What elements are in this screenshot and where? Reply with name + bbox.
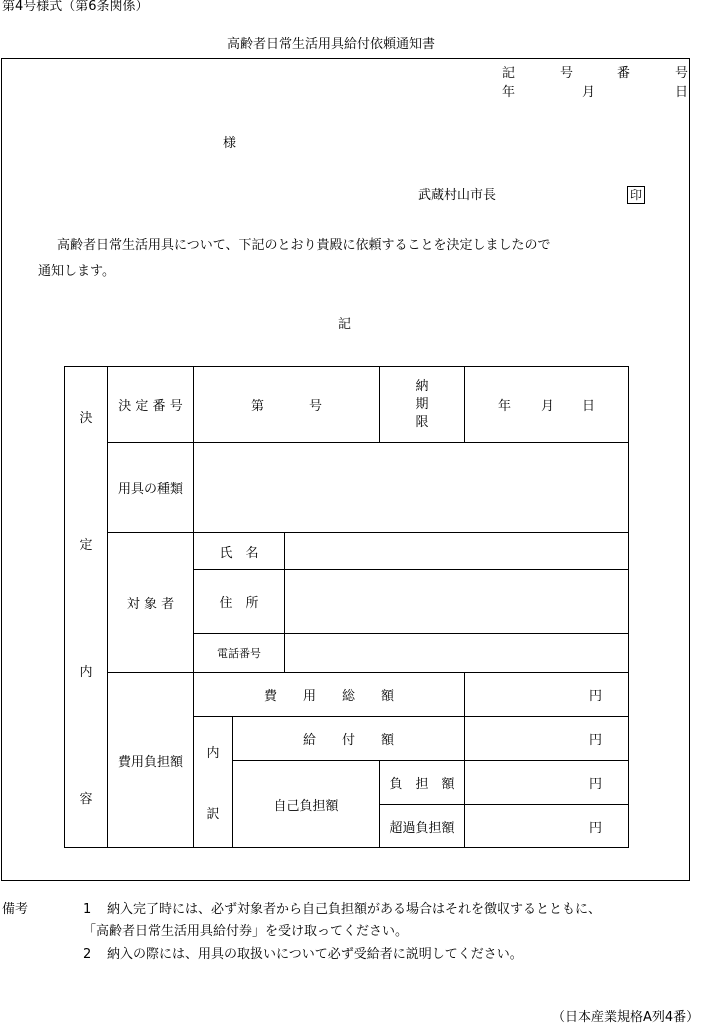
form-number-label: 第4号様式（第6条関係） (2, 0, 149, 14)
burden-amount-label: 負 担 額 (380, 761, 465, 805)
year-label: 年 (502, 85, 516, 100)
excess-burden-label: 超過負担額 (380, 805, 465, 848)
deadline-year: 年 (497, 399, 511, 414)
deadline-value (465, 367, 629, 443)
document-title: 高齢者日常生活用具給付依頼通知書 (227, 37, 436, 52)
excess-burden-value: 円 (465, 805, 629, 848)
record-go-label: 号 (560, 66, 574, 81)
decision-details-table (64, 366, 629, 848)
ki-heading: 記 (338, 317, 352, 332)
breakdown-char-1: 内 (206, 746, 220, 761)
note-1-line-2: 「高齢者日常生活用具給付券」を受け取ってください。 (83, 924, 409, 939)
note-1-line-1: 納入完了時には、必ず対象者から自己負担額がある場合はそれを徴収するとともに、 (107, 902, 602, 917)
benefit-amount-label: 給 付 額 (233, 717, 465, 761)
deadline-month: 月 (541, 399, 555, 414)
record-go2-label: 号 (675, 66, 689, 81)
deadline-day: 日 (582, 399, 596, 414)
deadline-char-2: 期 (415, 397, 429, 412)
name-value (285, 533, 629, 570)
item-type-value (194, 443, 629, 533)
day-label: 日 (675, 85, 689, 100)
note-2-number: 2 (83, 947, 92, 962)
breakdown-char-2: 訳 (206, 807, 220, 822)
phone-value (285, 634, 629, 673)
deadline-char-3: 限 (415, 415, 429, 430)
decision-number-label: 決 定 番 号 (108, 367, 194, 443)
name-label: 氏 名 (194, 533, 285, 570)
record-ban-label: 番 (617, 66, 631, 81)
phone-label: 電話番号 (194, 634, 285, 673)
total-cost-value: 円 (465, 673, 629, 717)
seal-mark: 印 (627, 186, 645, 204)
benefit-amount-value: 円 (465, 717, 629, 761)
month-label: 月 (582, 85, 596, 100)
body-text-line-2: 通知します。 (38, 264, 115, 279)
decision-content-label (65, 367, 108, 848)
burden-amount-value: 円 (465, 761, 629, 805)
decision-number-value (194, 367, 380, 443)
total-cost-label: 費 用 総 額 (194, 673, 465, 717)
cost-burden-label: 費用負担額 (108, 673, 194, 848)
breakdown-label (194, 717, 233, 848)
paper-size-note: （日本産業規格A列4番） (552, 1010, 700, 1025)
note-2-line-1: 納入の際には、用具の取扱いについて必ず受給者に説明してください。 (107, 947, 523, 962)
addressee-suffix: 様 (223, 136, 237, 151)
record-label: 記 (502, 66, 516, 81)
section-char-4: 容 (79, 792, 93, 807)
address-label: 住 所 (194, 570, 285, 634)
body-text-line-1: 高齢者日常生活用具について、下記のとおり貴殿に依頼することを決定しましたので (57, 238, 551, 253)
issuer-name: 武蔵村山市長 (418, 188, 497, 203)
deadline-char-1: 納 (415, 379, 429, 394)
go-label: 号 (309, 399, 323, 414)
subject-label: 対 象 者 (108, 533, 194, 673)
section-char-3: 内 (79, 665, 93, 680)
self-pay-label: 自己負担額 (233, 761, 380, 848)
note-1-number: 1 (83, 902, 92, 917)
deadline-label (380, 367, 465, 443)
section-char-1: 決 (79, 411, 93, 426)
dai-label: 第 (251, 399, 265, 414)
item-type-label: 用具の種類 (108, 443, 194, 533)
address-value (285, 570, 629, 634)
section-char-2: 定 (79, 538, 93, 553)
notes-label: 備考 (2, 902, 29, 917)
